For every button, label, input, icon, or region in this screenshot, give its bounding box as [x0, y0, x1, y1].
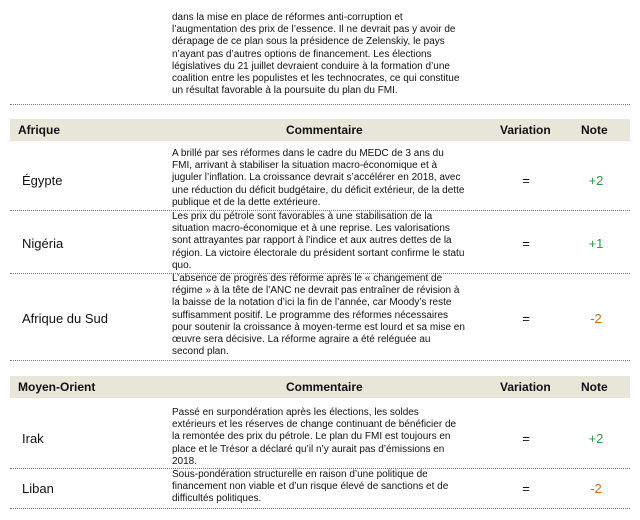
comment-line: régime » à la tête de l’ANC ne devrait pas entraîner de révision à — [172, 285, 460, 297]
comment-line: place et le Trésor a déclaré qu’il n’y aurait pas d’émissions en — [172, 443, 445, 455]
comment-line: région. La victoire électorale du président sortant confirme le statu — [172, 247, 465, 259]
comment-line: dérapage de ce plan sous la présidence de Zelenskiy, le pays — [172, 36, 445, 48]
note-value: +2 — [588, 431, 604, 446]
country-comment — [172, 211, 488, 272]
country-name: Égypte — [22, 173, 63, 188]
comment-column-header: Commentaire — [286, 380, 363, 394]
comment-line: juguler l’inflation. La croissance devrait s’accélérer en 2018, avec — [172, 172, 461, 184]
country-name: Liban — [22, 481, 54, 496]
row-divider — [10, 104, 630, 105]
comment-line: situation macro-économique et à une reprise. Les valorisations — [172, 223, 450, 235]
comment-line: publique et de la dette extérieure. — [172, 196, 321, 208]
variation-value: = — [522, 311, 530, 326]
intro-comment — [172, 12, 488, 97]
comment-line: dans la mise en place de réformes anti-corruption et — [172, 12, 403, 23]
region-title: Afrique — [18, 123, 60, 137]
comment-line: second plan. — [172, 346, 229, 358]
note-value: -2 — [590, 481, 602, 496]
comment-line: FMI, arrivant à stabiliser la situation macro-économique et à — [172, 160, 438, 172]
comment-line: un résultat favorable à la poursuite du plan du FMI. — [172, 85, 398, 97]
note-column-header: Note — [581, 123, 608, 137]
comment-line: 2018. — [172, 455, 198, 467]
comment-line: Sous-pondération structurelle en raison d’une politique de — [172, 469, 428, 480]
country-comment — [172, 148, 488, 209]
comment-line: suffisamment positif. Le programme des réformes nécessaires — [172, 309, 449, 321]
variation-column-header: Variation — [500, 123, 551, 137]
afrique-header — [10, 119, 630, 141]
variation-value: = — [522, 481, 530, 496]
comment-column-header: Commentaire — [286, 123, 363, 137]
country-name: Irak — [22, 431, 44, 446]
comment-line: Les prix du pétrole sont favorables à une stabilisation de la — [172, 211, 433, 222]
row-divider — [10, 360, 630, 361]
note-column-header: Note — [581, 380, 608, 394]
row-divider — [10, 508, 630, 509]
moyen-orient-header — [10, 376, 630, 398]
country-comment — [172, 273, 488, 358]
comment-line: n’ayant pas d’autres options de financement. Les élections — [172, 48, 432, 60]
comment-line: la baisse de la notation d’ici la fin de l’année, car Moody’s reste — [172, 297, 452, 309]
region-title: Moyen-Orient — [18, 380, 96, 394]
note-value: +1 — [588, 236, 604, 251]
variation-value: = — [522, 431, 530, 446]
variation-value: = — [522, 173, 530, 188]
comment-line: une réduction du déficit budgétaire, du déficit extérieur, de la dette — [172, 184, 465, 196]
comment-line: financement non viable et d’un risque élevé de sanctions et de — [172, 481, 449, 493]
comment-line: œuvre sera décisive. La réforme agraire a été reléguée au — [172, 334, 431, 346]
country-comment — [172, 469, 488, 506]
comment-line: quo. — [172, 259, 192, 271]
country-name: Afrique du Sud — [22, 311, 109, 326]
country-comment — [172, 407, 488, 468]
comment-line: A brillé par ses réformes dans le cadre du MEDC de 3 ans du — [172, 148, 444, 159]
country-name: Nigéria — [22, 236, 64, 251]
comment-line: sont attrayantes par rapport à l’indice et aux autres dettes de la — [172, 235, 452, 247]
comment-line: coalition entre les populistes et les technocrates, ce qui constitue — [172, 73, 460, 85]
comment-line: L’absence de progrès des réforme après le « changement de — [172, 273, 443, 284]
comment-line: la remontée des prix du pétrole. Le plan du FMI est toujours en — [172, 431, 451, 443]
variation-column-header: Variation — [500, 380, 551, 394]
comment-line: Passé en surpondération après les élections, les soldes — [172, 407, 419, 418]
note-value: +2 — [588, 173, 604, 188]
variation-value: = — [522, 236, 530, 251]
note-value: -2 — [590, 311, 602, 326]
comment-line: législatives du 21 juillet devraient conduire à la formation d’une — [172, 60, 450, 72]
comment-line: extérieurs et les réserves de change continuant de bénéficier de — [172, 419, 457, 431]
comment-line: pour soutenir la croissance à moyen-terme est lourd et sa mise en — [172, 321, 465, 333]
comment-line: l’augmentation des prix de l’essence. Il ne devrait pas y avoir de — [172, 24, 456, 36]
comment-line: difficultés politiques. — [172, 493, 262, 505]
